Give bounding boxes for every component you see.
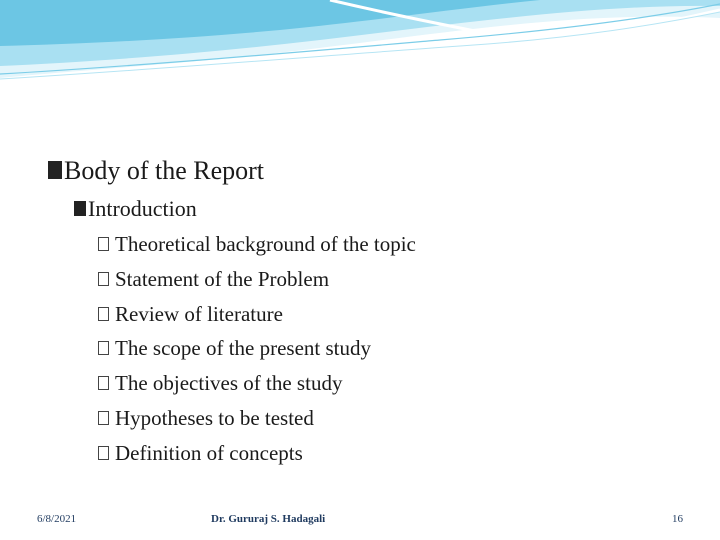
bullet-box-icon [98, 272, 109, 286]
heading-level2 [74, 196, 197, 222]
page-number: 16 [672, 513, 683, 525]
bullet-square-icon [48, 161, 62, 179]
list-item: The objectives of the study [98, 368, 416, 403]
subheading-text: Introduction [88, 196, 197, 221]
bullet-box-icon [98, 237, 109, 251]
list-item: Statement of the Problem [98, 264, 416, 299]
list-item: Review of literature [98, 299, 416, 334]
list-item: Definition of concepts [98, 438, 416, 473]
topic-list [98, 229, 416, 473]
footer-author: Dr. Gururaj S. Hadagali [211, 513, 326, 525]
bullet-box-icon [98, 376, 109, 390]
bullet-box-icon [98, 411, 109, 425]
footer-date: 6/8/2021 [37, 513, 77, 525]
list-item: Theoretical background of the topic [98, 229, 416, 264]
bullet-box-icon [98, 307, 109, 321]
list-item: The scope of the present study [98, 333, 416, 368]
bullet-square-icon [74, 201, 86, 216]
heading-text: Body of the Report [64, 156, 265, 185]
list-item: Hypotheses to be tested [98, 403, 416, 438]
bullet-box-icon [98, 446, 109, 460]
bullet-box-icon [98, 341, 109, 355]
heading-level1 [48, 156, 264, 186]
